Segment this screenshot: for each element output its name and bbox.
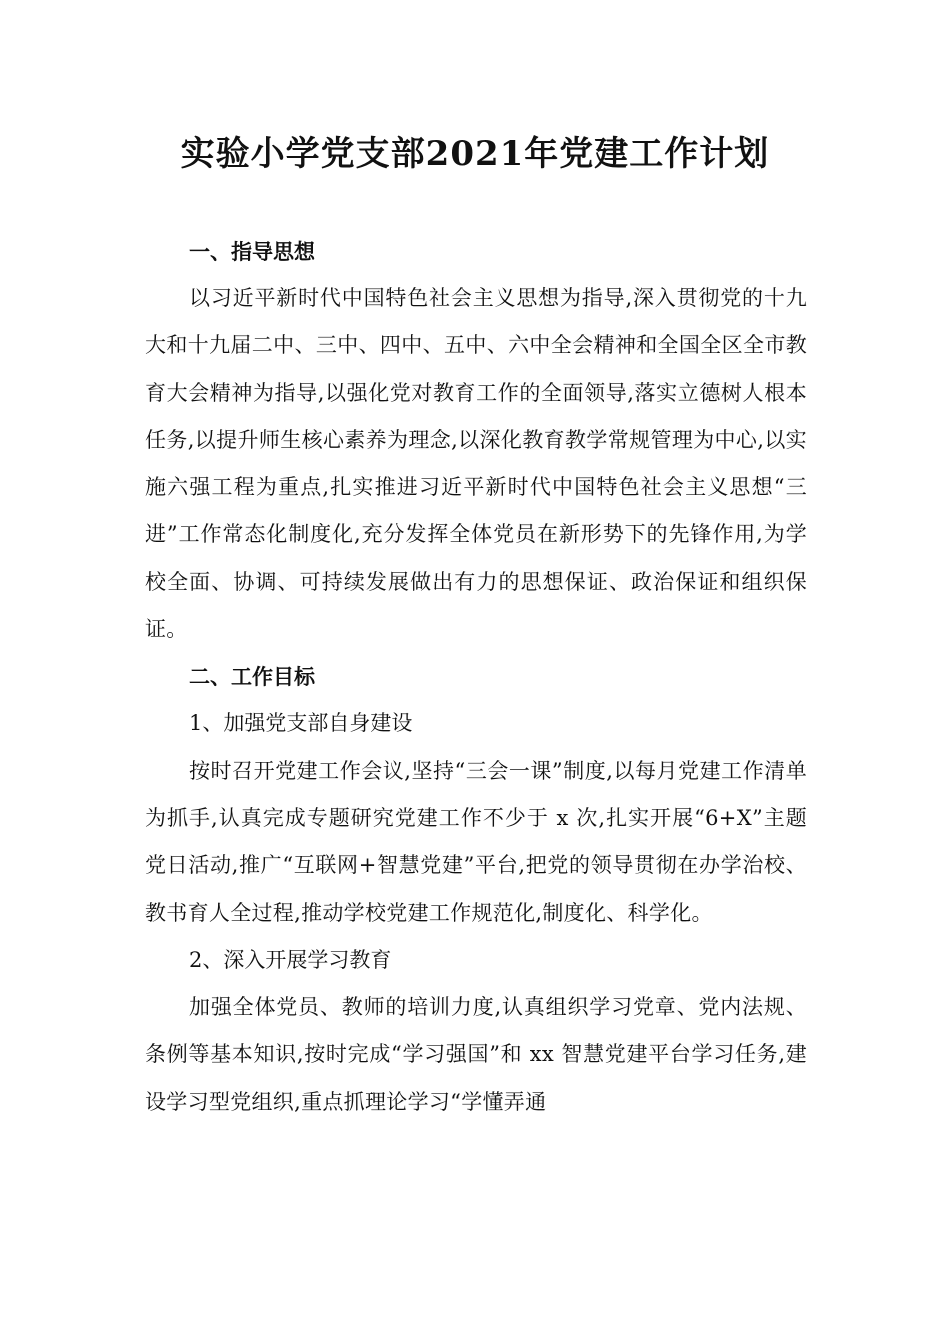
guiding-thought-paragraph: 以习近平新时代中国特色社会主义思想为指导,深入贯彻党的十九大和十九届二中、三中、四中、五中、六中全会精神和全国全区全市教育大会精神为指导,以强化党对教育工作的全面领导,落实立德树人根本任务,以提升师生核心素养为理念,以深化教育教学常规管理为中心,以实施六强工程为重点,扎实推进习近平新时代中国特色社会主义思想“三进”工作常态化制度化,充分发挥全体党员在新形势下的先锋作用,为学校全面、协调、可持续发展做出有力的思想保证、政治保证和组织保证。 xyxy=(145,286,807,642)
section-heading-guiding-thought: 一、指导思想 xyxy=(189,239,315,264)
section-heading-work-goals: 二、工作目标 xyxy=(189,664,315,690)
subheading-party-branch-building: 1、加强党支部自身建设 xyxy=(189,711,413,736)
party-branch-building-paragraph: 按时召开党建工作会议,坚持“三会一课”制度,以每月党建工作清单为抓手,认真完成专题研究党建工作不少于 x 次,扎实开展“6+X”主题党日活动,推广“互联网+智慧党建”平台,把党的领导贯彻在办学治校、教书育人全过程,推动学校党建工作规范化,制度化、科学化。 xyxy=(145,758,807,925)
document-body xyxy=(145,228,807,1126)
study-education-paragraph: 加强全体党员、教师的培训力度,认真组织学习党章、党内法规、条例等基本知识,按时完成“学习强国”和 xx 智慧党建平台学习任务,建设学习型党组织,重点抓理论学习“学懂弄通 xyxy=(145,995,807,1114)
subheading-study-education: 2、深入开展学习教育 xyxy=(189,947,392,972)
document-title: 实验小学党支部2021年党建工作计划 xyxy=(180,134,770,174)
